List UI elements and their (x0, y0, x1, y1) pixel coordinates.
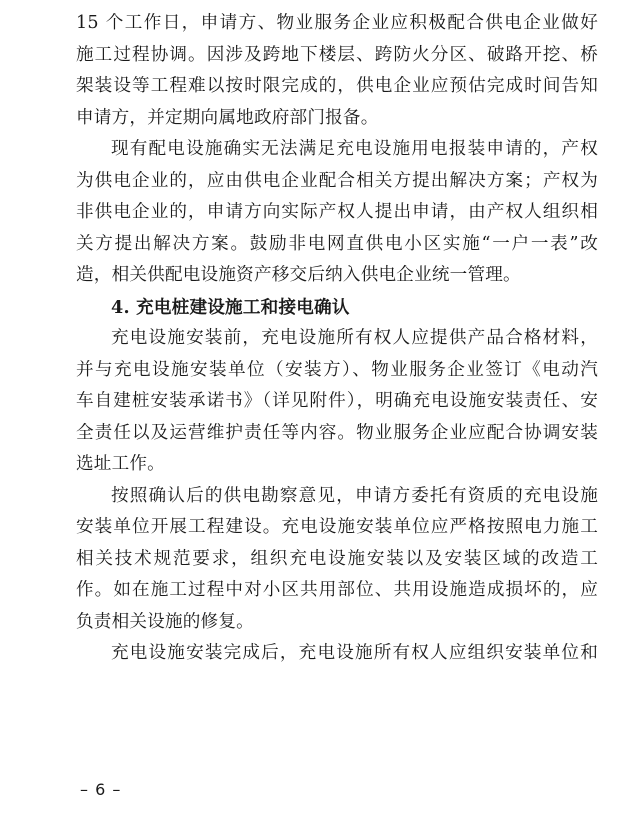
section-heading: 4. 充电桩建设施工和接电确认 (111, 296, 350, 318)
text-line: 相关技术规范要求，组织充电设施安装以及安装区域的改造工 (76, 548, 598, 569)
text-line: 负责相关设施的修复。 (76, 611, 254, 632)
text-line: 为供电企业的，应由供电企业配合相关方提出解决方案；产权为 (76, 170, 598, 191)
text-line: 现有配电设施确实无法满足充电设施用电报装申请的，产权 (111, 139, 598, 159)
text-line: 充电设施安装完成后，充电设施所有权人应组织安装单位和 (111, 643, 598, 663)
text-line: 施工过程协调。因涉及跨地下楼层、跨防火分区、破路开挖、桥 (76, 44, 598, 65)
text-line: 车自建桩安装承诺书》（详见附件），明确充电设施安装责任、安 (76, 391, 598, 411)
page-number: – 6 – (80, 780, 122, 799)
text-line: 选址工作。 (76, 454, 165, 474)
text-line: 安装单位开展工程建设。充电设施安装单位应严格按照电力施工 (76, 517, 598, 537)
text-line: 15 个工作日，申请方、物业服务企业应积极配合供电企业做好 (76, 13, 598, 33)
text-line: 按照确认后的供电勘察意见，申请方委托有资质的充电设施 (111, 485, 598, 506)
text-line: 作。如在施工过程中对小区共用部位、共用设施造成损坏的，应 (76, 580, 598, 600)
text-line: 关方提出解决方案。鼓励非电网直供电小区实施“一户一表”改 (76, 233, 598, 254)
text-line: 申请方，并定期向属地政府部门报备。 (76, 107, 379, 128)
text-line: 架装设等工程难以按时限完成的，供电企业应预估完成时间告知 (76, 76, 598, 96)
text-line: 造，相关供配电设施资产移交后纳入供电企业统一管理。 (76, 265, 521, 285)
text-line: 全责任以及运营维护责任等内容。物业服务企业应配合协调安装 (76, 422, 598, 443)
text-line: 非供电企业的，申请方向实际产权人提出申请，由产权人组织相 (76, 202, 598, 222)
text-line: 并与充电设施安装单位（安装方）、物业服务企业签订《电动汽 (76, 359, 598, 380)
text-line: 充电设施安装前，充电设施所有权人应提供产品合格材料， (111, 328, 598, 348)
document-body (76, 8, 598, 670)
